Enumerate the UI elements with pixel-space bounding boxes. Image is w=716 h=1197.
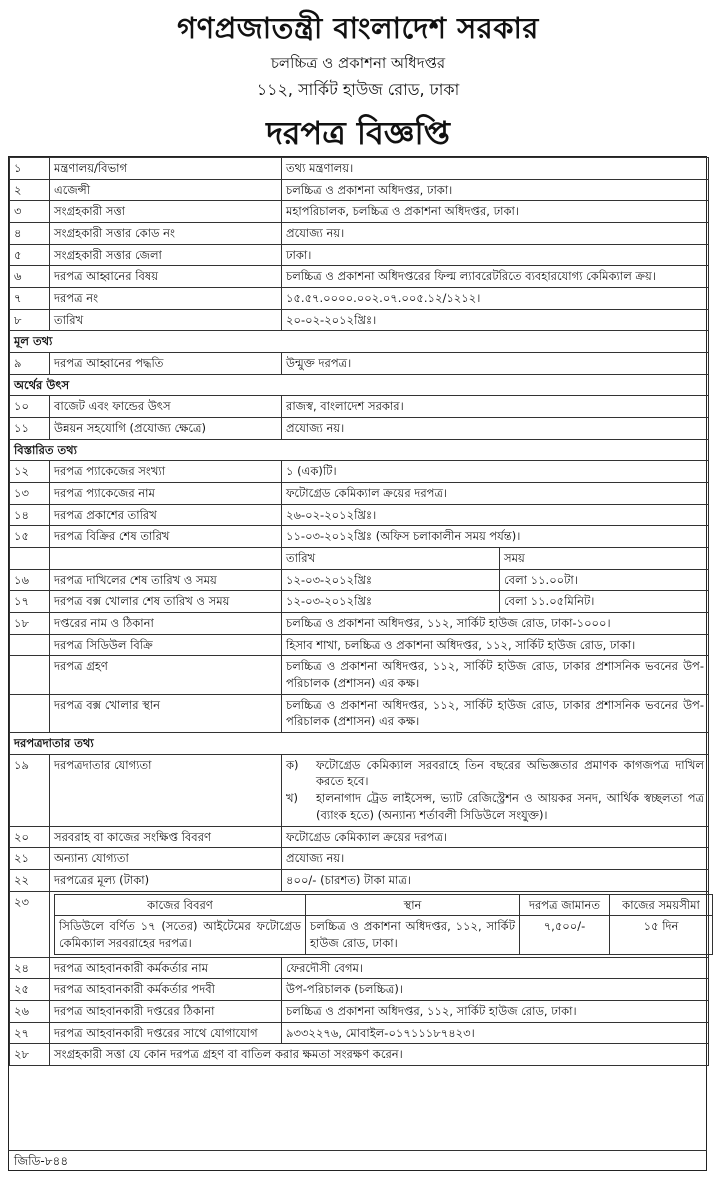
row-label: দরপত্র সিডিউল বিক্রি xyxy=(50,634,282,656)
table-row xyxy=(10,353,709,375)
row-number: ৭ xyxy=(10,288,50,310)
row-number: ১৯ xyxy=(10,754,50,826)
row-label: সংগ্রহকারী সত্তা xyxy=(50,201,282,223)
table-row xyxy=(10,288,709,310)
row-value: মহাপরিচালক, চলচ্চিত্র ও প্রকাশনা অধিদপ্তর, ঢাকা। xyxy=(282,201,709,223)
row-number: ২ xyxy=(10,179,50,201)
row-label: দরপত্র আহবানকারী দপ্তরের সাথে যোগাযোগ xyxy=(50,1022,282,1044)
row-time: বেলা ১১.০৫মিনিট। xyxy=(500,591,709,613)
table-row xyxy=(10,418,709,440)
footer-code: জিডি-৮৪৪ xyxy=(8,1150,707,1171)
table-row xyxy=(10,483,709,505)
row-label: সংগ্রহকারী সত্তার জেলা xyxy=(50,244,282,266)
row-date: ১২-০৩-২০১২খ্রিঃ xyxy=(282,569,500,591)
table-row xyxy=(10,244,709,266)
list-marker: খ) xyxy=(286,791,299,806)
row-label: দপ্তরের নাম ও ঠিকানা xyxy=(50,613,282,635)
row-value: চলচ্চিত্র ও প্রকাশনা অধিদপ্তর, ১১২, সার্কিট হাউজ রোড, ঢাকার প্রশাসনিক ভবনের উপ-পরিচালক (প্রশাসন) এর কক্ষ। xyxy=(282,694,709,732)
row-date: ১২-০৩-২০১২খ্রিঃ xyxy=(282,591,500,613)
row-number: ৬ xyxy=(10,266,50,288)
section-heading: দরপত্রদাতার তথ্য xyxy=(10,733,709,755)
row-value: সংগ্রহকারী সত্তা যে কোন দরপত্র গ্রহণ বা বাতিল করার ক্ষমতা সংরক্ষণ করেন। xyxy=(50,1044,709,1066)
section-row xyxy=(10,331,709,353)
row-number: ১৩ xyxy=(10,483,50,505)
row-value: ফটোগ্রেড কেমিক্যাল ক্রয়ের দরপত্র। xyxy=(282,483,709,505)
list-text: হালনাগাদ ট্রেড লাইসেন্স, ভ্যাট রেজিস্ট্রেশন ও আয়কর সনদ, আর্থিক স্বচ্ছলতা পত্র (ব্যাংক হতে) (অন্যান্য শর্তাবলী সিডিউলে সংযুক্ত)। xyxy=(316,791,704,822)
row-value: উপ-পরিচালক (চলচ্চিত্র)। xyxy=(282,979,709,1001)
row-number: ২৪ xyxy=(10,957,50,979)
row-value: চলচ্চিত্র ও প্রকাশনা অধিদপ্তরের ফিল্ম ল্যাবরেটরিতে ব্যবহারযোগ্য কেমিক্যাল ক্রয়। xyxy=(282,266,709,288)
row-label: তারিখ xyxy=(50,309,282,331)
table-row xyxy=(10,504,709,526)
date-subheading: তারিখ xyxy=(282,548,500,570)
row-label: বাজেট এবং ফান্ডের উৎস xyxy=(50,396,282,418)
table-row xyxy=(55,894,713,916)
row-label: দরপত্র নং xyxy=(50,288,282,310)
list-text: ফটোগ্রেড কেমিক্যাল সরবরাহে তিন বছরের অভিজ্ঞতার প্রমাণক কাগজপত্র দাখিল করতে হবে। xyxy=(316,757,704,789)
table-row xyxy=(10,613,709,635)
row-time: বেলা ১১.০০টা। xyxy=(500,569,709,591)
row-value: ঢাকা। xyxy=(282,244,709,266)
row-label: দরপত্র আহ্বানের পদ্ধতি xyxy=(50,353,282,375)
section-heading: বিস্তারিত তথ্য xyxy=(10,439,709,461)
table-row xyxy=(10,656,709,694)
row-value: ৪০০/- (চারশত) টাকা মাত্র। xyxy=(282,869,709,891)
table-row xyxy=(10,979,709,1001)
row-number: ১৫ xyxy=(10,526,50,548)
section-heading: অর্থের উৎস xyxy=(10,374,709,396)
row-number: ২৬ xyxy=(10,1000,50,1022)
row-label: দরপত্র আহ্বানের বিষয় xyxy=(50,266,282,288)
notice-title: দরপত্র বিজ্ঞপ্তি xyxy=(266,114,450,152)
cell-description: সিডিউলে বর্ণিত ১৭ (সতের) আইটেমের ফটোগ্রেড কেমিক্যাল সরবরাহের দরপত্র। xyxy=(55,916,306,954)
work-details-table xyxy=(54,894,713,955)
row-value: ২০-০২-২০১২খ্রিঃ। xyxy=(282,309,709,331)
table-row xyxy=(10,158,709,180)
table-row xyxy=(10,396,709,418)
row-number: ১০ xyxy=(10,396,50,418)
row-value: চলচ্চিত্র ও প্রকাশনা অধিদপ্তর, ১১২, সার্কিট হাউজ রোড, ঢাকা। xyxy=(282,1000,709,1022)
row-number: ৩ xyxy=(10,201,50,223)
department-address: ১১২, সার্কিট হাউজ রোড, ঢাকা xyxy=(256,80,460,99)
department-name: চলচ্চিত্র ও প্রকাশনা অধিদপ্তর xyxy=(270,54,446,72)
header-place: স্থান xyxy=(306,894,520,916)
row-number: ২৫ xyxy=(10,979,50,1001)
row-label: অন্যান্য যোগ্যতা xyxy=(50,848,282,870)
row-label: সরবরাহ বা কাজের সংক্ষিপ্ত বিবরণ xyxy=(50,826,282,848)
table-row xyxy=(10,848,709,870)
section-row xyxy=(10,439,709,461)
row-value: ফটোগ্রেড কেমিক্যাল ক্রয়ের দরপত্র। xyxy=(282,826,709,848)
header-description: কাজের বিবরণ xyxy=(55,894,306,916)
table-row xyxy=(10,754,709,826)
row-label: দরপত্র বক্স খোলার শেষ তারিখ ও সময় xyxy=(50,591,282,613)
table-row xyxy=(10,591,709,613)
row-label: দরপত্র দাখিলের শেষ তারিখ ও সময় xyxy=(50,569,282,591)
table-row xyxy=(10,461,709,483)
row-value: প্রযোজ্য নয়। xyxy=(282,223,709,245)
section-row xyxy=(10,733,709,755)
row-label: দরপত্র বক্স খোলার স্থান xyxy=(50,694,282,732)
row-number: ২৮ xyxy=(10,1044,50,1066)
row-number: ২৩ xyxy=(10,891,50,957)
row-value: চলচ্চিত্র ও প্রকাশনা অধিদপ্তর, ১১২, সার্কিট হাউজ রোড, ঢাকা-১০০০। xyxy=(282,613,709,635)
table-row xyxy=(10,694,709,732)
tender-notice-table xyxy=(8,156,707,1171)
header-timeline: কাজের সময়সীমা xyxy=(610,894,713,916)
row-value: চলচ্চিত্র ও প্রকাশনা অধিদপ্তর, ১১২, সার্কিট হাউজ রোড, ঢাকার প্রশাসনিক ভবনের উপ-পরিচালক (প্রশাসন) এর কক্ষ। xyxy=(282,656,709,694)
table-row xyxy=(10,526,709,548)
row-number: ১ xyxy=(10,158,50,180)
row-value: ফেরদৌসী বেগম। xyxy=(282,957,709,979)
tender-table xyxy=(9,157,709,1066)
table-row xyxy=(10,266,709,288)
row-value: প্রযোজ্য নয়। xyxy=(282,848,709,870)
cell-place: চলচ্চিত্র ও প্রকাশনা অধিদপ্তর, ১১২, সার্কিট হাউজ রোড, ঢাকা। xyxy=(306,916,520,954)
row-label: দরপত্র প্যাকেজের সংখ্যা xyxy=(50,461,282,483)
row-label: দরপত্র প্রকাশের তারিখ xyxy=(50,504,282,526)
row-number: ১৮ xyxy=(10,613,50,635)
row-label: উন্নয়ন সহযোগি (প্রযোজ্য ক্ষেত্রে) xyxy=(50,418,282,440)
row-number: ১৭ xyxy=(10,591,50,613)
row-label: মন্ত্রণালয়/বিভাগ xyxy=(50,158,282,180)
table-row xyxy=(55,916,713,954)
cell-timeline: ১৫ দিন xyxy=(610,916,713,954)
row-value: রাজস্ব, বাংলাদেশ সরকার। xyxy=(282,396,709,418)
row-number: ২১ xyxy=(10,848,50,870)
row-value: তথ্য মন্ত্রণালয়। xyxy=(282,158,709,180)
table-row xyxy=(10,309,709,331)
cell-security: ৭,৫০০/- xyxy=(520,916,610,954)
row-label: দরপত্রের মূল্য (টাকা) xyxy=(50,869,282,891)
table-row xyxy=(10,957,709,979)
row-label: দরপত্র গ্রহণ xyxy=(50,656,282,694)
row-value: হিসাব শাখা, চলচ্চিত্র ও প্রকাশনা অধিদপ্তর, ১১২, সার্কিট হাউজ রোড, ঢাকা। xyxy=(282,634,709,656)
row-number: ৪ xyxy=(10,223,50,245)
row-number: ৯ xyxy=(10,353,50,375)
row-label: দরপত্র আহবানকারী দপ্তরের ঠিকানা xyxy=(50,1000,282,1022)
row-label: দরপত্র বিক্রির শেষ তারিখ xyxy=(50,526,282,548)
row-label: এজেন্সী xyxy=(50,179,282,201)
section-heading: মূল তথ্য xyxy=(10,331,709,353)
table-row xyxy=(10,869,709,891)
work-details-cell xyxy=(50,891,709,957)
time-subheading: সময় xyxy=(500,548,709,570)
row-label: দরপত্র আহবানকারী কর্মকর্তার পদবী xyxy=(50,979,282,1001)
table-row xyxy=(10,1044,709,1066)
subheader-row xyxy=(10,548,709,570)
table-row xyxy=(10,569,709,591)
row-number: ১৬ xyxy=(10,569,50,591)
row-value: চলচ্চিত্র ও প্রকাশনা অধিদপ্তর, ঢাকা। xyxy=(282,179,709,201)
table-row xyxy=(10,891,709,957)
row-number: ৮ xyxy=(10,309,50,331)
row-number: ১৪ xyxy=(10,504,50,526)
row-number: ২২ xyxy=(10,869,50,891)
row-value: প্রযোজ্য নয়। xyxy=(282,418,709,440)
header-security: দরপত্র জামানত xyxy=(520,894,610,916)
row-number: ১১ xyxy=(10,418,50,440)
list-item xyxy=(286,790,704,823)
list-marker: ক) xyxy=(286,757,299,772)
row-label: দরপত্র প্যাকেজের নাম xyxy=(50,483,282,505)
eligibility-list xyxy=(282,754,709,826)
row-label: দরপত্রদাতার যোগ্যতা xyxy=(50,754,282,826)
government-title: গণপ্রজাতন্ত্রী বাংলাদেশ সরকার xyxy=(177,11,539,45)
row-value: ১ (এক)টি। xyxy=(282,461,709,483)
section-row xyxy=(10,374,709,396)
table-row xyxy=(10,201,709,223)
row-value: ১১-০৩-২০১২খ্রিঃ (অফিস চলাকালীন সময় পর্যন্ত)। xyxy=(282,526,709,548)
row-value: উন্মুক্ত দরপত্র। xyxy=(282,353,709,375)
row-number: ২০ xyxy=(10,826,50,848)
row-number: ২৭ xyxy=(10,1022,50,1044)
row-number: ৫ xyxy=(10,244,50,266)
row-value: ২৬-০২-২০১২খ্রিঃ। xyxy=(282,504,709,526)
row-value: ১৫.৫৭.০০০০.০০২.০৭.০০৫.১২/১২১২। xyxy=(282,288,709,310)
table-row xyxy=(10,223,709,245)
row-value: ৯৩৩২২৭৬, মোবাইল-০১৭১১১৮৭৪২৩। xyxy=(282,1022,709,1044)
table-row xyxy=(10,1022,709,1044)
table-row xyxy=(10,634,709,656)
row-label: দরপত্র আহবানকারী কর্মকর্তার নাম xyxy=(50,957,282,979)
table-row xyxy=(10,179,709,201)
table-row xyxy=(10,826,709,848)
table-row xyxy=(10,1000,709,1022)
row-label: সংগ্রহকারী সত্তার কোড নং xyxy=(50,223,282,245)
row-number: ১২ xyxy=(10,461,50,483)
list-item xyxy=(286,757,704,790)
